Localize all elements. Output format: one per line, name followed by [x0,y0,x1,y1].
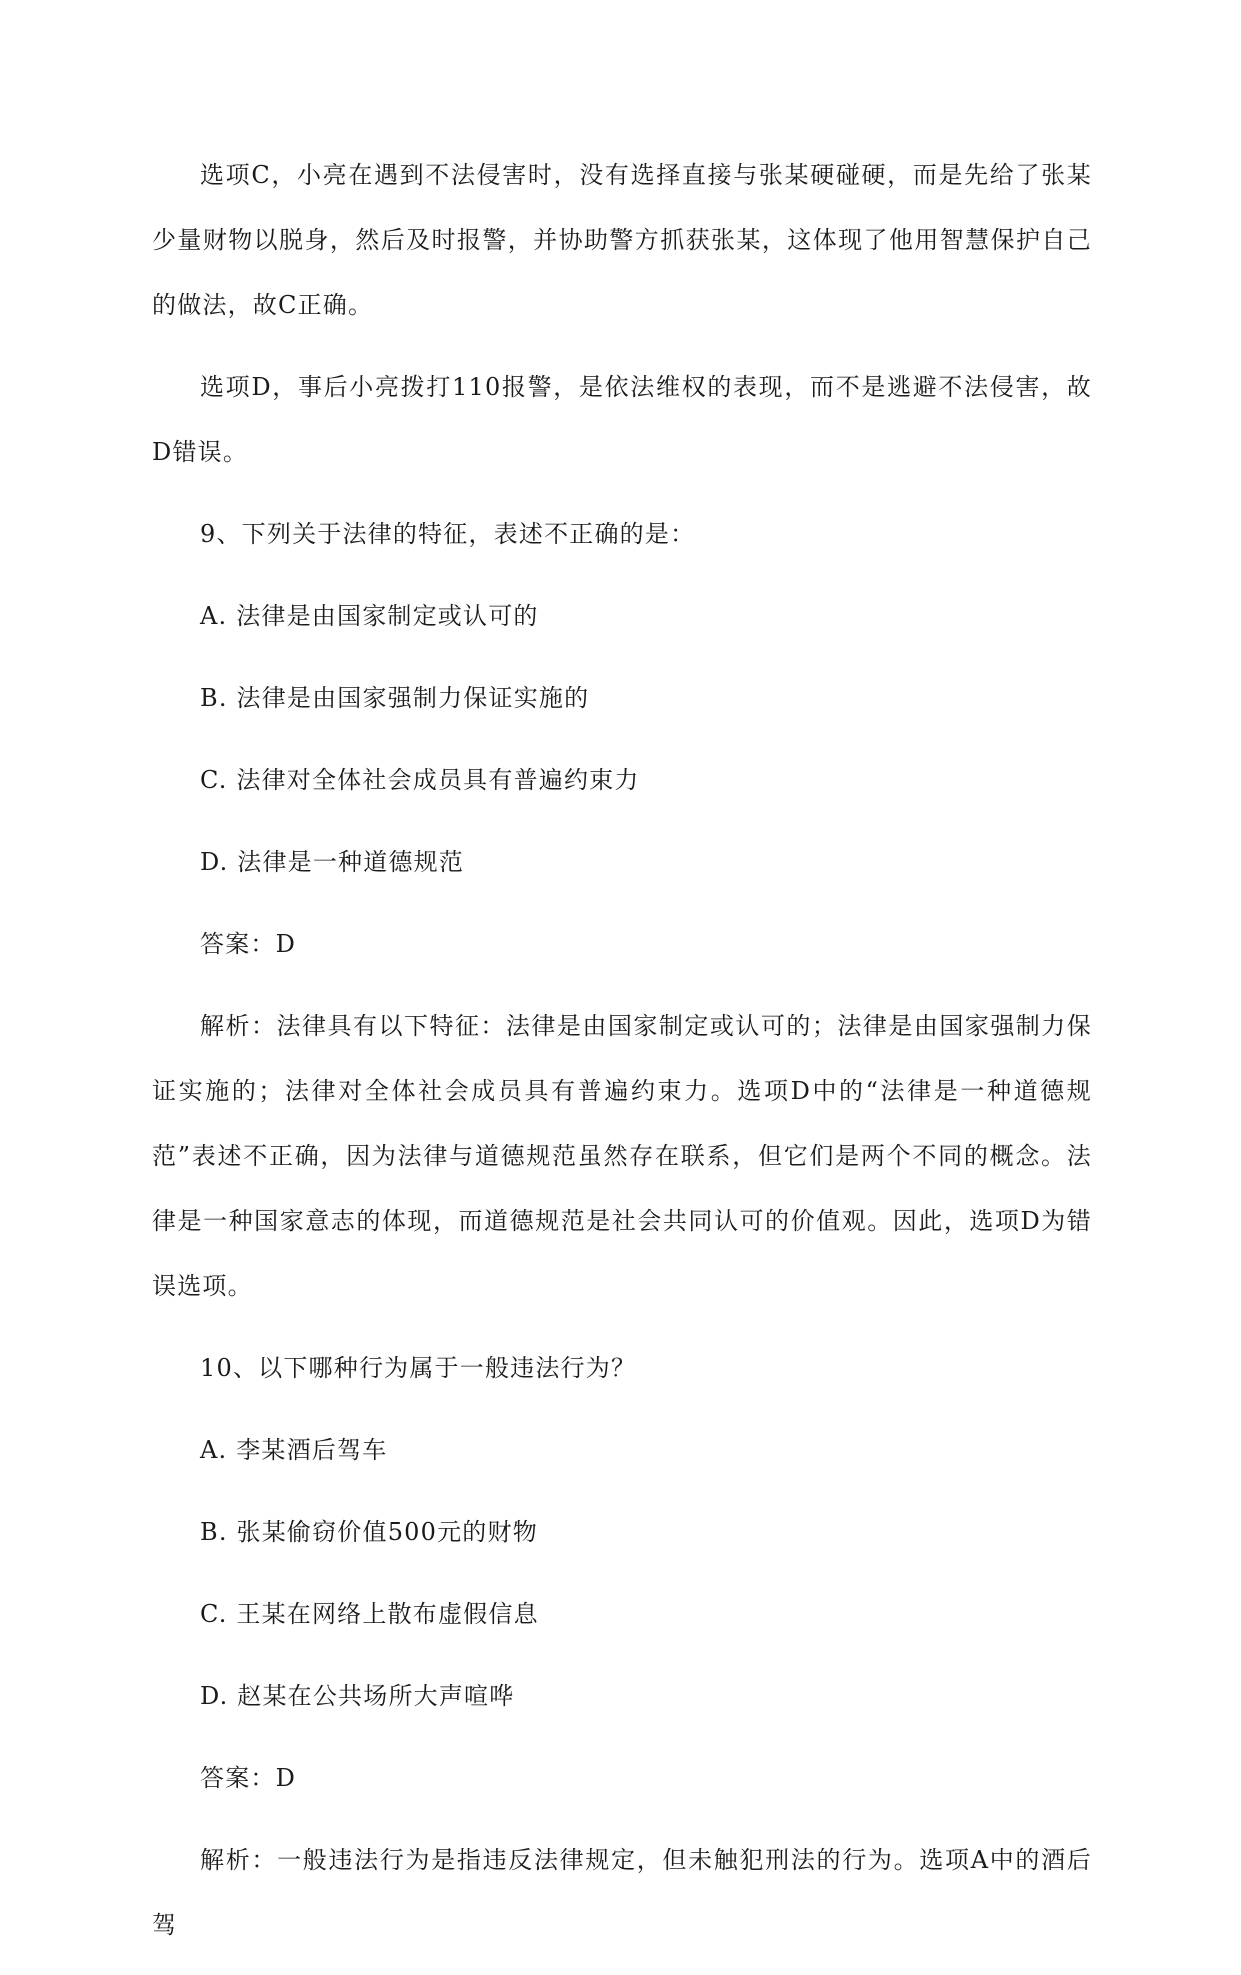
question-9-option-b: B. 法律是由国家强制力保证实施的 [200,684,590,712]
question-10-option-c: C. 王某在网络上散布虚假信息 [200,1600,539,1628]
question-10-option-d: D. 赵某在公共场所大声喧哗 [200,1682,515,1710]
question-10-stem: 10、以下哪种行为属于一般违法行为？ [200,1354,637,1382]
question-9-option-a: A. 法律是由国家制定或认可的 [200,602,539,630]
question-10-option-b: B. 张某偷窃价值500元的财物 [200,1518,538,1546]
analysis-option-c: 选项C，小亮在遇到不法侵害时，没有选择直接与张某硬碰硬，而是先给了张某少量财物以脱身，然后及时报警，并协助警方抓获张某，这体现了他用智慧保护自己的做法，故C正确。 [152,161,1092,319]
question-10-option-a: A. 李某酒后驾车 [200,1436,388,1464]
question-9-answer: 答案：D [200,930,297,958]
question-9-analysis: 解析：法律具有以下特征：法律是由国家制定或认可的；法律是由国家强制力保证实施的；法律对全体社会成员具有普遍约束力。选项D中的“法律是一种道德规范”表述不正确，因为法律与道德规范虽然存在联系，但它们是两个不同的概念。法律是一种国家意志的体现，而道德规范是社会共同认可的价值观。因此，选项D为错误选项。 [152,1012,1092,1300]
analysis-option-d: 选项D，事后小亮拨打110报警，是依法维权的表现，而不是逃避不法侵害，故D错误。 [152,373,1092,466]
question-9-stem: 9、下列关于法律的特征，表述不正确的是： [200,520,696,548]
question-10-answer: 答案：D [200,1764,297,1792]
question-9-option-d: D. 法律是一种道德规范 [200,848,465,876]
document-body [152,143,1092,1975]
question-9-option-c: C. 法律对全体社会成员具有普遍约束力 [200,766,640,794]
question-10-analysis: 解析：一般违法行为是指违反法律规定，但未触犯刑法的行为。选项A中的酒后驾 [152,1846,1092,1939]
